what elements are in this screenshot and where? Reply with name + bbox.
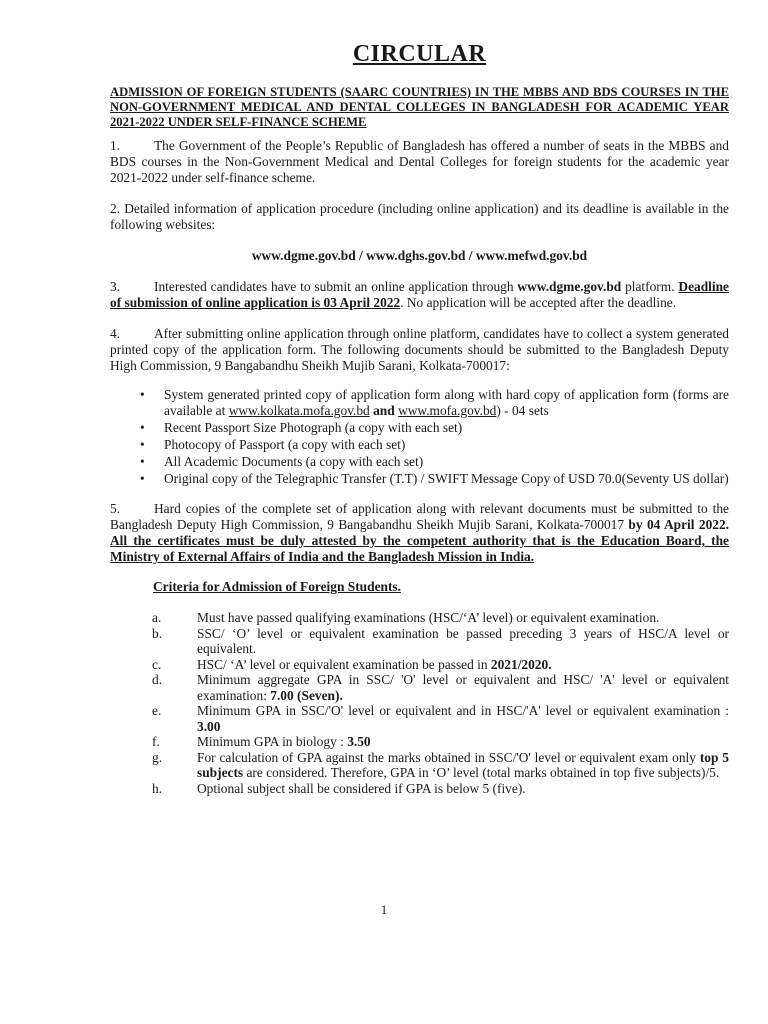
- attestation-notice: All the certificates must be duly attested by the competent authority that is the Education Board, the Ministry of External Affairs of India and the Bangladesh Mission in India.: [110, 533, 729, 564]
- criteria-text: Minimum GPA in SSC/'O' level or equivalent and in HSC/'A' level or equivalent examination :: [197, 703, 729, 718]
- criteria-item: [110, 734, 729, 750]
- paragraph-text: The Government of the People’s Republic of Bangladesh has offered a number of seats in the MBBS and BDS courses in the Non-Government Medical and Dental Colleges for foreign students for the academic year 2021-2022 under self-finance scheme.: [110, 138, 729, 185]
- paragraph-5: [110, 501, 729, 565]
- paragraph-2: [110, 201, 729, 233]
- circular-document: [110, 40, 729, 796]
- criteria-text: SSC/ ‘O’ level or equivalent examination be passed preceding 3 years of HSC/A level or equivalent.: [197, 625, 729, 656]
- list-item: [140, 387, 729, 419]
- criteria-heading: [153, 579, 729, 595]
- paragraph-text: After submitting online application through online platform, candidates have to collect a system generated printed copy of the application form. The following documents should be submitted to the Bangladesh Deputy High Commission, 9 Bangabandhu Sheikh Mujib Sarani, Kolkata-700017:: [110, 326, 729, 373]
- document-title: CIRCULAR: [352, 41, 487, 67]
- required-documents-list: [110, 387, 729, 487]
- paragraph-number: 1.: [110, 138, 121, 153]
- platform-link: www.dgme.gov.bd: [517, 279, 622, 294]
- criteria-item: [110, 703, 729, 734]
- list-item: • Recent Passport Size Photograph (a copy with each set): [140, 420, 729, 436]
- paragraph-text: platform.: [621, 279, 675, 294]
- paragraph-number: 4.: [110, 326, 121, 341]
- paragraph-text: 2. Detailed information of application procedure (including online application) and its deadline is available in the following websites:: [110, 201, 729, 232]
- criteria-label: b.: [152, 625, 163, 641]
- criteria-heading-text: Criteria for Admission of Foreign Students: [153, 579, 398, 594]
- criteria-label: f.: [152, 734, 160, 749]
- kolkata-mofa-link[interactable]: www.kolkata.mofa.gov.bd: [228, 403, 370, 418]
- list-item-text: and: [369, 403, 399, 418]
- criteria-value: 2021/2020.: [490, 656, 552, 672]
- criteria-item: [110, 610, 729, 626]
- subject-heading: ADMISSION OF FOREIGN STUDENTS (SAARC COUNTRIES) IN THE MBBS AND BDS COURSES IN THE NON-GOVERNMENT MEDICAL AND DENTAL COLLEGES IN BANGLADESH FOR ACADEMIC YEAR 2021-2022 UNDER SELF-FINANCE SCHEME: [110, 85, 729, 129]
- criteria-label: e.: [152, 703, 162, 718]
- criteria-text: For calculation of GPA against the marks obtained in SSC/'O' level or equivalent exam only: [197, 749, 700, 765]
- list-item: • Photocopy of Passport (a copy with each set): [140, 437, 729, 453]
- websites-line: www.dgme.gov.bd / www.dghs.gov.bd / www.mefwd.gov.bd: [251, 248, 588, 263]
- criteria-item: [110, 657, 729, 673]
- paragraph-text: . No application will be accepted after the deadline.: [400, 295, 677, 310]
- criteria-label: a.: [152, 610, 162, 625]
- page-number: 1: [380, 902, 388, 917]
- criteria-text: Must have passed qualifying examinations (HSC/‘A’ level) or equivalent examination.: [197, 610, 660, 625]
- mofa-link[interactable]: www.mofa.gov.bd: [398, 403, 497, 418]
- criteria-list: [110, 610, 729, 796]
- list-item: • Original copy of the Telegraphic Transfer (T.T) / SWIFT Message Copy of USD 70.0(Seventy US dollar): [140, 471, 729, 487]
- criteria-text: Minimum aggregate GPA in SSC/ 'O' level or equivalent and HSC/ 'A' level or equivalent examination:: [197, 672, 729, 703]
- criteria-value: 7.00 (Seven).: [270, 687, 343, 703]
- criteria-text: HSC/ ‘A’ level or equivalent examination be passed in: [197, 656, 491, 672]
- list-item: • All Academic Documents (a copy with each set): [140, 454, 729, 470]
- submission-deadline: by 04 April 2022.: [628, 517, 730, 532]
- criteria-label: g.: [152, 749, 163, 765]
- criteria-item: [110, 750, 729, 781]
- criteria-heading-dot: .: [397, 579, 401, 594]
- paragraph-3: [110, 279, 729, 311]
- criteria-label: h.: [152, 780, 163, 796]
- criteria-value: 3.00: [197, 718, 221, 734]
- paragraph-number: 3.: [110, 279, 121, 294]
- criteria-value: 3.50: [347, 734, 371, 749]
- criteria-value: top 5 subjects: [197, 749, 729, 780]
- criteria-label: d.: [152, 672, 163, 687]
- criteria-item: [110, 781, 729, 797]
- criteria-item: [110, 672, 729, 703]
- criteria-text: are considered. Therefore, GPA in ‘O’ level (total marks obtained in top five subjects)/5.: [243, 765, 720, 780]
- criteria-text: Optional subject shall be considered if GPA is below 5 (five).: [197, 780, 526, 796]
- paragraph-text: Hard copies of the complete set of application along with relevant documents must be submitted to the Bangladesh Deputy High Commission, 9 Bangabandhu Sheikh Mujib Sarani, Kolkata-700017: [110, 501, 729, 532]
- paragraph-number: 5.: [110, 501, 121, 516]
- criteria-item: [110, 626, 729, 657]
- list-item-text: ) - 04 sets: [496, 403, 549, 418]
- list-item-text: System generated printed copy of application form along with hard copy of application form (forms are available at: [164, 387, 729, 418]
- paragraph-text: Interested candidates have to submit an online application through: [154, 279, 518, 294]
- deadline-notice: Deadline of submission of online application is 03 April 2022: [110, 279, 729, 310]
- paragraph-1: [110, 138, 729, 186]
- criteria-label: c.: [152, 656, 162, 672]
- criteria-text: Minimum GPA in biology :: [197, 734, 348, 749]
- paragraph-4: [110, 326, 729, 374]
